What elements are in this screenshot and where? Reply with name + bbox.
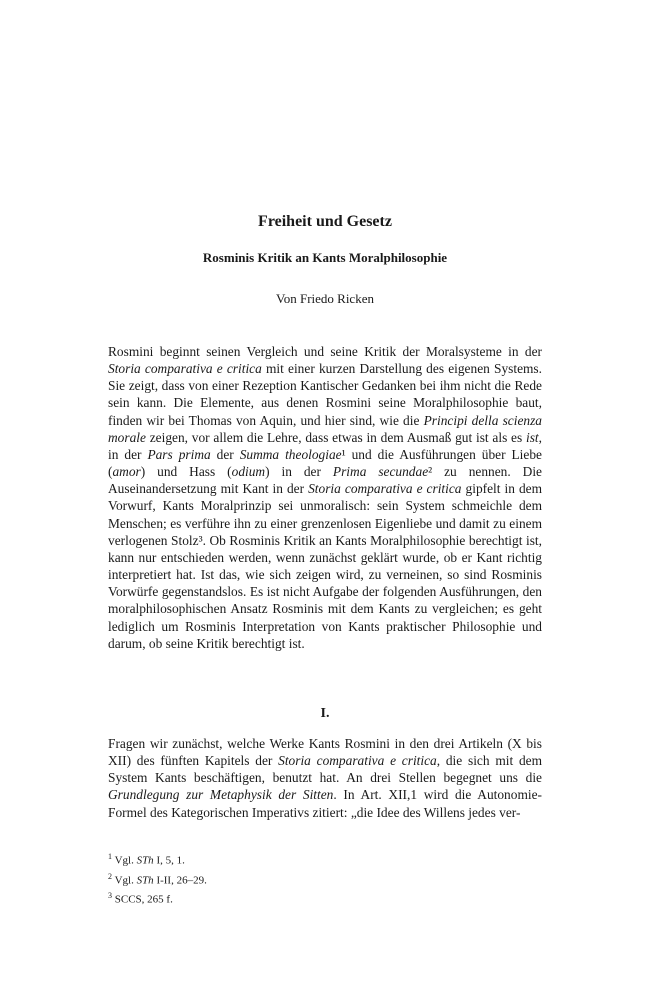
footnote-number: 3 (108, 891, 112, 901)
footnote-2 (108, 869, 542, 889)
text-run: mit einer kurzen Darstellung des eigenen Systems. Sie zeigt, dass von einer Rezeption Kantischer Gedanken bei ihm nicht die Rede sein kann. Die Elemente, aus denen Rosmini seine Moralphilosophie baut, finden wir bei Thomas von Aquin, und hier sind, wie die (108, 361, 542, 428)
text-run: I-II, 26–29. (153, 874, 207, 887)
footnote-text (115, 894, 173, 906)
paragraph-intro (108, 343, 542, 652)
text-run: ) und Hass ( (140, 464, 232, 480)
footnote-ref: ¹ (341, 446, 346, 462)
text-run: und die Ausführungen über Liebe ( (108, 446, 542, 480)
section-heading: I. (320, 706, 330, 721)
article-title: Freiheit und Gesetz (258, 213, 392, 230)
italic-run: ist (525, 429, 539, 445)
article-subtitle: Rosminis Kritik an Kants Moralphilosophie (202, 250, 448, 265)
text-run: . Ob Rosminis Kritik an Kants Moralphilosophie berechtigt ist, kann nur entschieden werden, wenn zunächst geklärt wurde, ob er Kant richtig interpretiert hat. Ist das, wie sich zeigen wird, zu verneinen, so sind Rosminis Vorwürfe gegenstandslos. Es ist nicht Aufgabe der folgenden Ausführungen, den moralphilosophischen Ansatz Rosminis mit dem Kants zu vergleichen; es geht lediglich um Rosminis Interpretation von Kants praktischer Philosophie und darum, ob seine Kritik berechtigt ist. (108, 532, 542, 651)
text-run: der (210, 446, 240, 462)
text-run: gipfelt in dem Vorwurf, Kants Moralprinzip sei unmoralisch: sein System schmeichle dem Menschen; es verführe ihn zu einer grenzenlosen Eigenliebe und damit zu einem verlogenen Stolz (108, 481, 543, 548)
text-run: zu nennen. Die Auseinandersetzung mit Kant in der (108, 464, 542, 497)
text-run: Rosmini beginnt seinen Vergleich und seine Kritik der Moralsysteme in der (108, 344, 542, 359)
text-run: zeigen, vor allem die Lehre, dass etwas in dem Ausmaß gut ist als es (145, 429, 526, 445)
text-run: , die sich mit dem System Kants beschäftigen, benutzt hat. An drei Stellen begegnet uns die (108, 753, 542, 786)
text-run: SCCS, 265 f. (114, 893, 173, 906)
footnote-ref: ² (428, 464, 433, 480)
footnote-number: 2 (108, 871, 112, 881)
italic-run: Pars prima (147, 446, 211, 462)
italic-run: STh (136, 874, 154, 887)
italic-run: STh (136, 854, 154, 867)
text-run: . In Art. XII,1 wird die Autonomie-Formel des Kategorischen Imperativs zitiert: „die Idee des Willens jedes ver- (108, 787, 542, 820)
text-run: Vgl. (114, 854, 137, 867)
paragraph-section-1 (108, 735, 542, 821)
italic-run: Storia comparativa e critica (278, 753, 437, 769)
footnote-text (115, 874, 207, 886)
footnote-1 (108, 849, 542, 869)
text-run: Vgl. (114, 874, 137, 887)
italic-run: Summa theologiae (239, 446, 342, 462)
text-run: I, 5, 1. (153, 854, 185, 867)
italic-run: Storia comparativa e critica (308, 481, 462, 497)
italic-run: amor (112, 464, 141, 480)
author-line: Von Friedo Ricken (276, 291, 374, 306)
italic-run: Storia comparativa e critica (108, 361, 262, 377)
footnote-ref: ³ (198, 532, 203, 548)
italic-run: Grundlegung zur Metaphysik der Sitten (108, 787, 334, 803)
italic-run: odium (231, 464, 266, 480)
text-run: Fragen wir zunächst, welche Werke Kants Rosmini in den drei Artikeln (X bis XII) des fünften Kapitels der (108, 736, 542, 769)
footnote-text (115, 855, 185, 867)
footnotes (108, 849, 542, 908)
italic-run: Principi della scienza morale (108, 412, 543, 445)
footnote-3 (108, 888, 542, 908)
italic-run: Prima secundae (332, 464, 429, 480)
text-run: ) in der (265, 464, 333, 480)
text-run: , in der (108, 429, 542, 462)
footnote-number: 1 (108, 852, 112, 861)
